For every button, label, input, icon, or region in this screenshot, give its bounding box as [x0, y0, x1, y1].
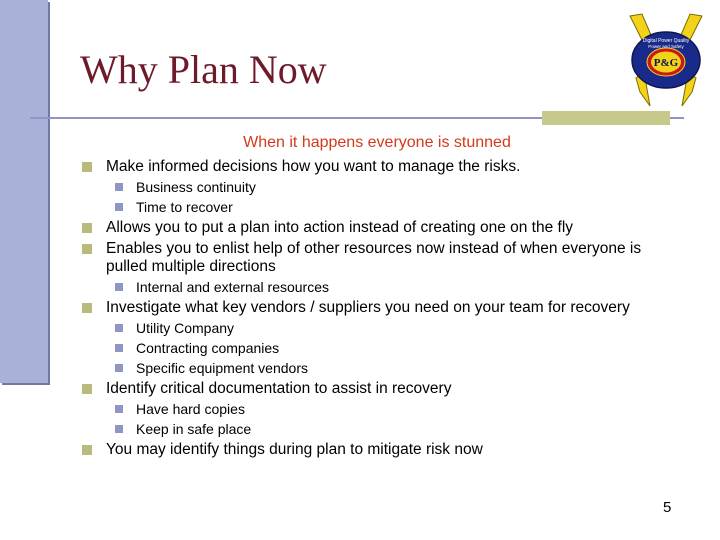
square-bullet-icon — [82, 244, 92, 254]
square-bullet-icon — [115, 324, 123, 332]
sub-bullet-item — [82, 279, 672, 296]
bullet-item — [82, 219, 672, 237]
square-bullet-icon — [115, 405, 123, 413]
sub-bullet-text: Business continuity — [136, 179, 256, 195]
sub-bullet-item — [82, 421, 672, 438]
bullet-text: Identify critical documentation to assist in recovery — [106, 380, 452, 397]
square-bullet-icon — [115, 183, 123, 191]
slide-title: Why Plan Now — [80, 47, 327, 92]
bullet-item — [82, 240, 672, 276]
bullet-item — [82, 158, 672, 176]
left-decorative-bar — [0, 0, 48, 383]
square-bullet-icon — [82, 445, 92, 455]
bullet-text: Investigate what key vendors / suppliers you need on your team for recovery — [106, 299, 630, 316]
sub-bullet-text: Internal and external resources — [136, 279, 329, 295]
sub-bullet-text: Contracting companies — [136, 340, 280, 356]
square-bullet-icon — [82, 303, 92, 313]
logo-text-bottom: Power and Safety — [648, 44, 684, 49]
sub-bullet-text: Have hard copies — [136, 401, 245, 417]
logo-center-text: P&G — [653, 57, 679, 69]
bullet-text: Enables you to enlist help of other resources now instead of when everyone is pulled multiple directions — [106, 240, 642, 275]
square-bullet-icon — [82, 223, 92, 233]
square-bullet-icon — [115, 203, 123, 211]
bullet-item — [82, 299, 672, 317]
slide-subtitle: When it happens everyone is stunned — [243, 134, 511, 151]
sub-bullet-item — [82, 179, 672, 196]
accent-block — [542, 111, 670, 125]
bullet-text: Allows you to put a plan into action instead of creating one on the fly — [106, 219, 574, 236]
sub-bullet-item — [82, 199, 672, 216]
square-bullet-icon — [115, 344, 123, 352]
sub-bullet-item — [82, 320, 672, 337]
square-bullet-icon — [115, 425, 123, 433]
sub-bullet-item — [82, 360, 672, 377]
sub-bullet-text: Specific equipment vendors — [136, 360, 308, 376]
logo-text-top: Digital Power Quality — [642, 38, 690, 44]
bullet-text: Make informed decisions how you want to manage the risks. — [106, 158, 521, 175]
bullet-item — [82, 441, 672, 459]
sub-bullet-text: Time to recover — [136, 199, 233, 215]
page-number: 5 — [663, 499, 672, 516]
sub-bullet-text: Keep in safe place — [136, 421, 252, 437]
sub-bullet-item — [82, 340, 672, 357]
square-bullet-icon — [82, 162, 92, 172]
slide-content — [82, 132, 672, 459]
square-bullet-icon — [115, 283, 123, 291]
bullet-text: You may identify things during plan to mitigate risk now — [106, 441, 483, 458]
sub-bullet-item — [82, 401, 672, 418]
square-bullet-icon — [115, 364, 123, 372]
bullet-item — [82, 380, 672, 398]
sub-bullet-text: Utility Company — [136, 320, 235, 336]
square-bullet-icon — [82, 384, 92, 394]
pg-emblem-with-lightning-icon — [628, 12, 704, 108]
